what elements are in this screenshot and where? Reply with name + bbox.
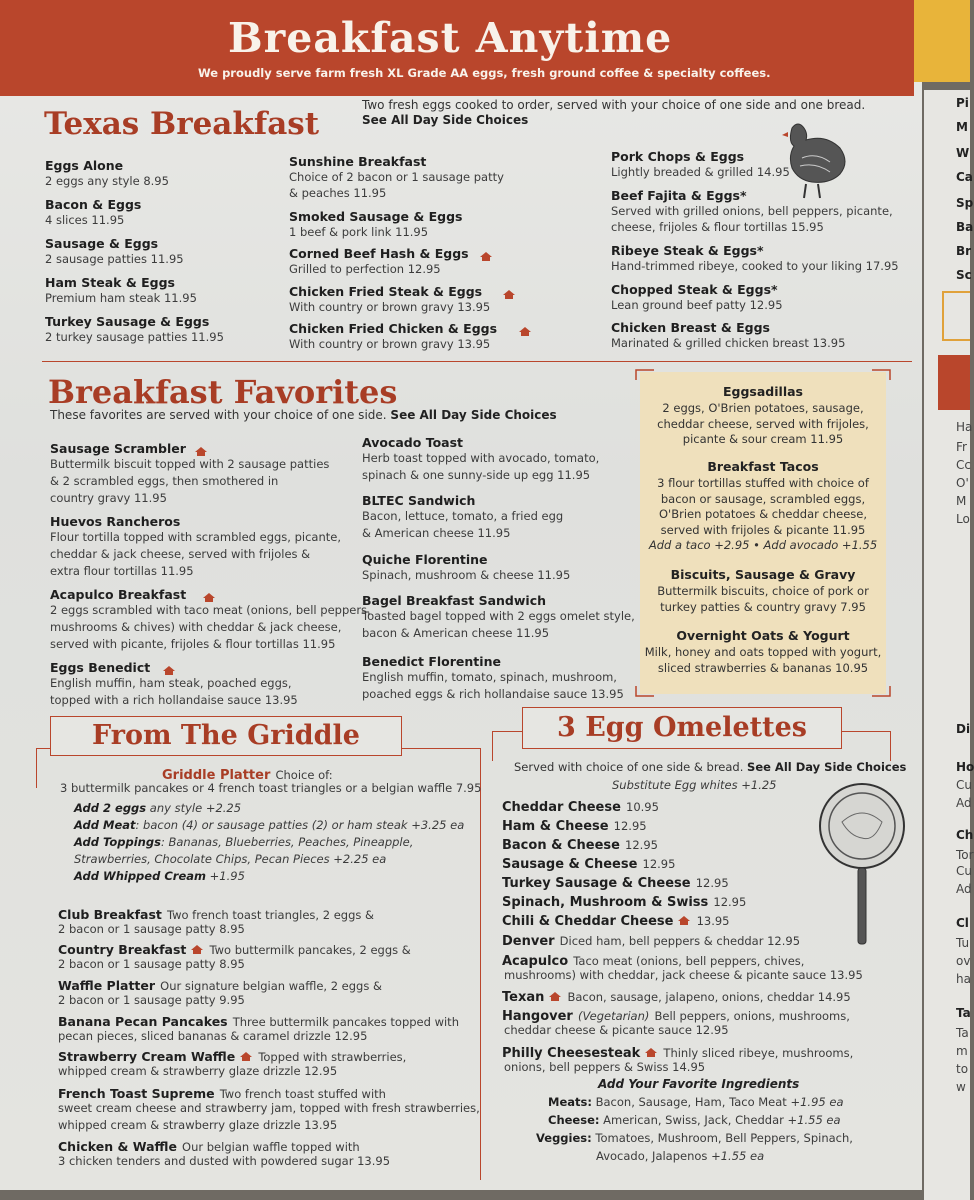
adjacent-page-text: Ta <box>956 1026 969 1040</box>
omelette-item <box>502 815 647 834</box>
menu-item-desc: Herb toast topped with avocado, tomato, <box>362 451 600 465</box>
three-egg-omelettes-title: 3 Egg Omelettes <box>522 707 842 749</box>
special-item-desc: Milk, honey and oats topped with yogurt, <box>644 645 882 659</box>
griddle-addon-text: : Bananas, Blueberries, Peaches, Pineapple, <box>160 835 414 849</box>
menu-item-desc: 13.95 <box>696 914 730 928</box>
omelette-item <box>502 834 658 853</box>
texas-side-choices-link[interactable]: See All Day Side Choices <box>362 113 529 127</box>
omelettes-frame-left <box>492 731 493 761</box>
menu-item-desc: & peaches 11.95 <box>289 186 387 200</box>
menu-item-name: Turkey Sausage & Cheese <box>502 876 691 891</box>
menu-item-desc: Taco meat (onions, bell peppers, chives, <box>573 954 805 968</box>
menu-item-name: Club Breakfast <box>58 907 162 922</box>
special-item-name: Biscuits, Sausage & Gravy <box>670 567 856 582</box>
griddle-frame-top-right <box>402 748 480 749</box>
special-item-desc: Buttermilk biscuits, choice of pork or <box>657 584 869 598</box>
griddle-platter-name: Griddle Platter <box>162 768 271 783</box>
add-ingredient-price: +1.55 ea <box>711 1149 765 1163</box>
special-item-desc: turkey patties & country gravy 7.95 <box>660 599 866 614</box>
menu-item-desc: Thinly sliced ribeye, mushrooms, <box>663 1046 854 1060</box>
griddle-addon-text: +1.95 <box>205 869 245 883</box>
menu-item-desc: Choice of 2 bacon or 1 sausage patty <box>289 170 504 184</box>
add-ingredient-text: Avocado, Jalapenos <box>596 1149 708 1163</box>
special-item-desc: cheddar cheese, served with frijoles, <box>657 416 869 431</box>
menu-item-desc: 2 sausage patties 11.95 <box>45 252 184 266</box>
menu-item-desc: 1 beef & pork link 11.95 <box>289 225 429 239</box>
menu-item-name: Banana Pecan Pancakes <box>58 1014 228 1029</box>
adjacent-page-text: to <box>956 1062 969 1076</box>
menu-item-desc: Topped with strawberries, <box>258 1050 407 1064</box>
menu-item-desc: Bell peppers, onions, mushrooms, <box>654 1009 850 1023</box>
menu-item-desc: 12.95 <box>695 876 729 890</box>
menu-item-desc: With country or brown gravy 13.95 <box>289 300 491 314</box>
add-ingredient-label: Veggies: <box>536 1131 592 1145</box>
menu-item-name: Avocado Toast <box>362 435 464 450</box>
adjacent-page-text: Tu <box>956 936 970 950</box>
special-item-desc: picante & sour cream 11.95 <box>682 432 844 446</box>
menu-item-desc: onions, bell peppers & Swiss 14.95 <box>504 1060 706 1074</box>
house-icon <box>548 991 562 1002</box>
menu-item-desc: topped with a rich hollandaise sauce 13.95 <box>50 693 298 707</box>
menu-item-desc: Bacon, lettuce, tomato, a fried egg <box>362 509 564 523</box>
menu-item-desc: Lean ground beef patty 12.95 <box>611 298 783 312</box>
special-item-desc: served with frijoles & picante 11.95 <box>660 522 866 537</box>
griddle-addon-label: Add 2 eggs <box>74 801 147 815</box>
menu-item-note: (Vegetarian) <box>577 1009 650 1023</box>
menu-item-name: Denver <box>502 934 555 949</box>
menu-item-name: Cheddar Cheese <box>502 800 621 815</box>
griddle-addon-label: Add Whipped Cream <box>74 869 206 883</box>
omelette-item <box>502 910 730 929</box>
griddle-addon <box>74 817 464 833</box>
menu-item-name: Acapulco <box>502 954 569 969</box>
menu-item-name: Chili & Cheddar Cheese <box>502 914 674 929</box>
menu-item-desc: English muffin, tomato, spinach, mushroom, <box>362 670 617 684</box>
adjacent-page-text: Pi <box>956 96 969 110</box>
menu-item-desc: Diced ham, bell peppers & cheddar 12.95 <box>559 934 801 948</box>
add-ingredient-price: +1.55 ea <box>787 1113 841 1127</box>
menu-item-desc: 12.95 <box>713 895 747 909</box>
griddle-frame-top-left <box>36 748 50 749</box>
add-ingredient-line <box>536 1130 853 1146</box>
adjacent-page-text: Cu <box>956 864 972 878</box>
menu-item-name: Acapulco Breakfast <box>50 587 187 602</box>
menu-item-desc: Spinach, mushroom & cheese 11.95 <box>362 568 571 582</box>
special-item-desc: 3 flour tortillas stuffed with choice of <box>657 476 869 490</box>
add-ingredient-label: Cheese: <box>548 1113 600 1127</box>
omelette-item <box>502 796 659 815</box>
add-ingredient-line <box>548 1094 844 1110</box>
add-ingredient-text: American, Swiss, Jack, Cheddar <box>603 1113 784 1127</box>
menu-item-name: Sunshine Breakfast <box>289 154 427 169</box>
menu-item-name: Country Breakfast <box>58 942 187 957</box>
special-item-desc: 2 eggs, O'Brien potatoes, sausage, <box>662 401 864 415</box>
griddle-platter-desc: 3 buttermilk pancakes or 4 french toast triangles or a belgian waffle 7.95 <box>60 781 482 795</box>
menu-item-desc: pecan pieces, sliced bananas & caramel drizzle 12.95 <box>58 1029 368 1043</box>
special-item-name: Eggsadillas <box>723 384 803 399</box>
omelettes-frame-top-right <box>842 731 890 732</box>
griddle-addon <box>74 868 245 884</box>
menu-item-desc: cheddar & jack cheese, served with frijoles & <box>50 547 311 561</box>
menu-item-name: Smoked Sausage & Eggs <box>289 209 463 224</box>
chicken-icon <box>780 118 852 202</box>
adjacent-page-text: w <box>956 1080 966 1094</box>
house-icon-wrap <box>475 246 493 265</box>
menu-item-desc: extra flour tortillas 11.95 <box>50 564 194 578</box>
specials-panel-border <box>634 368 892 698</box>
menu-item-name: Texan <box>502 990 545 1005</box>
menu-item-name: Chopped Steak & Eggs* <box>611 282 778 297</box>
menu-item-desc: Toasted bagel topped with 2 eggs omelet style, <box>362 609 635 623</box>
header-subtitle: We proudly serve farm fresh XL Grade AA eggs, fresh ground coffee & specialty coffees. <box>198 66 771 80</box>
menu-item-desc: Premium ham steak 11.95 <box>45 291 197 305</box>
menu-item-name: Strawberry Cream Waffle <box>58 1049 236 1064</box>
menu-item-desc: bacon & American cheese 11.95 <box>362 626 550 640</box>
add-ingredient-price: +1.95 ea <box>790 1095 844 1109</box>
menu-item-name: Hangover <box>502 1009 573 1024</box>
menu-item-desc: Our signature belgian waffle, 2 eggs & <box>160 979 382 993</box>
griddle-addon-text: : bacon (4) or sausage patties (2) or ham steak +3.25 ea <box>135 818 465 832</box>
menu-item-desc: & American cheese 11.95 <box>362 526 511 540</box>
house-icon <box>644 1047 658 1058</box>
adjacent-page-text: M <box>956 494 967 508</box>
menu-item-desc: Two buttermilk pancakes, 2 eggs & <box>209 943 411 957</box>
griddle-frame-left <box>36 748 37 788</box>
adjacent-page-text: Di <box>956 722 971 736</box>
adjacent-page-text: ov <box>956 954 971 968</box>
breakfast-favorites-title: Breakfast Favorites <box>48 373 398 411</box>
egg-whites-substitute: Substitute Egg whites +1.25 <box>612 778 777 792</box>
special-item-desc: bacon or sausage, scrambled eggs, <box>660 491 866 506</box>
menu-item-name: Bacon & Eggs <box>45 197 142 212</box>
divider-line <box>42 361 912 362</box>
menu-item-desc: English muffin, ham steak, poached eggs, <box>50 676 292 690</box>
menu-item-desc: 2 eggs any style 8.95 <box>45 174 169 188</box>
adjacent-page-text: O' <box>956 476 969 490</box>
house-icon-wrap <box>514 321 532 340</box>
add-ingredient-line <box>596 1148 764 1164</box>
menu-item-desc: 12.95 <box>613 819 647 833</box>
house-icon <box>677 915 691 926</box>
menu-item-desc: 10.95 <box>626 800 659 814</box>
menu-item-name: Chicken & Waffle <box>58 1139 177 1154</box>
menu-item-desc: 2 turkey sausage patties 11.95 <box>45 330 224 344</box>
add-ingredient-label: Meats: <box>548 1095 592 1109</box>
menu-item-desc: With country or brown gravy 13.95 <box>289 337 491 351</box>
menu-item-desc: Bacon, sausage, jalapeno, onions, cheddar 14.95 <box>567 990 851 1004</box>
adjacent-page-red-box <box>938 355 970 410</box>
menu-item-desc: 2 bacon or 1 sausage patty 9.95 <box>58 993 245 1007</box>
add-ingredients-title: Add Your Favorite Ingredients <box>598 1077 800 1091</box>
griddle-addon <box>74 834 413 850</box>
menu-item-desc: 2 bacon or 1 sausage patty 8.95 <box>58 922 245 936</box>
menu-item-name: French Toast Supreme <box>58 1086 215 1101</box>
favorites-note <box>50 408 557 423</box>
menu-item-name: Ham & Cheese <box>502 819 609 834</box>
omelette-item <box>502 891 746 910</box>
adjacent-page-text: Ha <box>956 420 973 434</box>
menu-item-desc: whipped cream & strawberry glaze drizzle 13.95 <box>58 1118 338 1132</box>
adjacent-page-text: Sp <box>956 196 974 210</box>
menu-item-desc: Buttermilk biscuit topped with 2 sausage patties <box>50 457 330 471</box>
menu-item-name: Philly Cheesesteak <box>502 1046 641 1061</box>
adjacent-page-yellow-box <box>942 291 970 341</box>
menu-item-name: Huevos Rancheros <box>50 514 181 529</box>
texas-breakfast-title: Texas Breakfast <box>44 106 320 142</box>
menu-item-desc: Marinated & grilled chicken breast 13.95 <box>611 336 846 350</box>
griddle-addon-label: Add Toppings <box>74 835 161 849</box>
menu-item-name: Pork Chops & Eggs <box>611 149 745 164</box>
omelette-item <box>502 853 675 872</box>
adjacent-page-text: Ca <box>956 170 973 184</box>
menu-item-name: Chicken Fried Chicken & Eggs <box>289 321 498 336</box>
menu-item-desc: mushrooms) with cheddar, jack cheese & picante sauce 13.95 <box>504 968 863 982</box>
adjacent-page-text: Ch <box>956 828 974 842</box>
menu-item-desc: Two french toast triangles, 2 eggs & <box>166 908 374 922</box>
special-item-name: Breakfast Tacos <box>707 459 819 474</box>
menu-item-desc: whipped cream & strawberry glaze drizzle 12.95 <box>58 1064 338 1078</box>
menu-item-name: Benedict Florentine <box>362 654 501 669</box>
adjacent-page-text: Br <box>956 244 972 258</box>
adjacent-page-text: Ho <box>956 760 974 774</box>
menu-item-desc: served with picante, frijoles & flour tortillas 11.95 <box>50 637 336 651</box>
griddle-addon-label: Add Meat <box>74 818 136 832</box>
adjacent-page-text: Cc <box>956 458 971 472</box>
menu-item-desc: poached eggs & rich hollandaise sauce 13.95 <box>362 687 624 701</box>
skillet-icon <box>818 782 908 950</box>
page-title: Breakfast Anytime <box>228 14 673 62</box>
favorites-note-text: These favorites are served with your choice of one side. <box>50 408 387 422</box>
menu-item-name: Chicken Fried Steak & Eggs <box>289 284 483 299</box>
menu-item-name: Sausage Scrambler <box>50 441 186 456</box>
favorites-side-choices-link[interactable]: See All Day Side Choices <box>390 408 557 422</box>
menu-item-desc: spinach & one sunny-side up egg 11.95 <box>362 468 591 482</box>
griddle-addon-text: Strawberries, Chocolate Chips, Pecan Pieces +2.25 ea <box>74 852 387 866</box>
adjacent-page-text: ha <box>956 972 971 986</box>
special-item-desc: O'Brien potatoes & cheddar cheese, <box>658 507 868 521</box>
special-item-desc: Add a taco +2.95 • Add avocado +1.55 <box>648 538 878 552</box>
adjacent-page-text: Sc <box>956 268 972 282</box>
special-item-name: Overnight Oats & Yogurt <box>676 628 850 643</box>
griddle-platter-choice: Choice of: <box>275 768 333 782</box>
house-icon <box>518 326 532 337</box>
special-item-desc: sliced strawberries & bananas 10.95 <box>657 660 869 675</box>
menu-item-name: Corned Beef Hash & Eggs <box>289 246 469 261</box>
omelettes-note <box>514 760 906 775</box>
griddle-addon <box>74 800 241 816</box>
from-the-griddle-title: From The Griddle <box>50 716 402 756</box>
menu-item-desc: Hand-trimmed ribeye, cooked to your liking 17.95 <box>611 259 899 273</box>
menu-item-name: Bacon & Cheese <box>502 838 620 853</box>
menu-item-desc: Three buttermilk pancakes topped with <box>232 1015 459 1029</box>
menu-item-name: Bagel Breakfast Sandwich <box>362 593 547 608</box>
menu-item-name: Sausage & Cheese <box>502 857 638 872</box>
adjacent-page-yellow-corner <box>914 0 970 82</box>
menu-item-name: BLTEC Sandwich <box>362 493 476 508</box>
adjacent-page-text: Ba <box>956 220 974 234</box>
menu-item-desc: 4 slices 11.95 <box>45 213 125 227</box>
adjacent-page-text: M <box>956 120 968 134</box>
menu-item-name: Eggs Benedict <box>50 660 151 675</box>
menu-item-name: Ham Steak & Eggs <box>45 275 175 290</box>
menu-item-desc: 12.95 <box>642 857 676 871</box>
house-icon-wrap <box>498 284 516 303</box>
add-ingredient-text: Bacon, Sausage, Ham, Taco Meat <box>595 1095 787 1109</box>
menu-item-desc: Served with grilled onions, bell peppers, picante, <box>611 204 893 218</box>
menu-item-desc: & 2 scrambled eggs, then smothered in <box>50 474 279 488</box>
menu-item-desc: 2 eggs scrambled with taco meat (onions, bell peppers, <box>50 603 371 617</box>
house-icon <box>190 944 204 955</box>
house-icon <box>502 289 516 300</box>
adjacent-page-text: Tor <box>956 848 974 862</box>
adjacent-page-text: Ad <box>956 882 972 896</box>
omelettes-side-choices-link[interactable]: See All Day Side Choices <box>747 760 907 774</box>
add-ingredient-text: Tomatoes, Mushroom, Bell Peppers, Spinach, <box>595 1131 853 1145</box>
omelettes-note-text: Served with choice of one side & bread. <box>514 760 744 774</box>
menu-item-desc: mushrooms & chives) with cheddar & jack cheese, <box>50 620 342 634</box>
menu-item-desc: Lightly breaded & grilled 14.95 <box>611 165 790 179</box>
adjacent-page-text: Ta <box>956 1006 971 1020</box>
griddle-addon-text: any style +2.25 <box>146 801 242 815</box>
omelette-item <box>502 986 851 1005</box>
adjacent-page-text: m <box>956 1044 968 1058</box>
menu-item-desc: sweet cream cheese and strawberry jam, topped with fresh strawberries, <box>58 1101 480 1115</box>
menu-item-name: Beef Fajita & Eggs* <box>611 188 747 203</box>
adjacent-page-text: Lo <box>956 512 970 526</box>
menu-item-name: Eggs Alone <box>45 158 124 173</box>
menu-item-desc: cheddar cheese & picante sauce 12.95 <box>504 1023 729 1037</box>
griddle-frame-right <box>480 748 481 1180</box>
menu-item-name: Spinach, Mushroom & Swiss <box>502 895 709 910</box>
omelettes-frame-right <box>890 731 891 761</box>
menu-item-desc: 3 chicken tenders and dusted with powdered sugar 13.95 <box>58 1154 391 1168</box>
house-icon <box>239 1051 253 1062</box>
adjacent-page-text: Cu <box>956 778 972 792</box>
menu-item-desc: Our belgian waffle topped with <box>182 1140 360 1154</box>
menu-item-name: Ribeye Steak & Eggs* <box>611 243 764 258</box>
menu-item-desc: cheese, frijoles & flour tortillas 15.95 <box>611 220 824 234</box>
menu-item-desc: Flour tortilla topped with scrambled eggs, picante, <box>50 530 342 544</box>
house-icon <box>479 251 493 262</box>
omelettes-frame-top-left <box>492 731 522 732</box>
griddle-addon <box>74 851 386 867</box>
texas-note-text: Two fresh eggs cooked to order, served with your choice of one side and one bread. <box>362 98 866 112</box>
menu-item-desc: 12.95 <box>625 838 658 852</box>
add-ingredient-line <box>548 1112 841 1128</box>
adjacent-page-text: Ad <box>956 796 972 810</box>
adjacent-page-text: Fr <box>956 440 967 454</box>
menu-item-desc: Two french toast stuffed with <box>219 1087 386 1101</box>
header-banner <box>0 0 914 96</box>
menu-item-name: Sausage & Eggs <box>45 236 159 251</box>
omelette-item <box>502 872 729 891</box>
omelette-item <box>502 930 800 949</box>
menu-item-name: Quiche Florentine <box>362 552 488 567</box>
menu-item-name: Turkey Sausage & Eggs <box>45 314 210 329</box>
menu-item-desc: country gravy 11.95 <box>50 491 167 505</box>
adjacent-page-text: W <box>956 146 970 160</box>
adjacent-page-text: Cl <box>956 916 969 930</box>
menu-item-name: Chicken Breast & Eggs <box>611 320 770 335</box>
menu-item-desc: 2 bacon or 1 sausage patty 8.95 <box>58 957 245 971</box>
menu-item-desc: Grilled to perfection 12.95 <box>289 262 441 276</box>
menu-item-name: Waffle Platter <box>58 978 156 993</box>
